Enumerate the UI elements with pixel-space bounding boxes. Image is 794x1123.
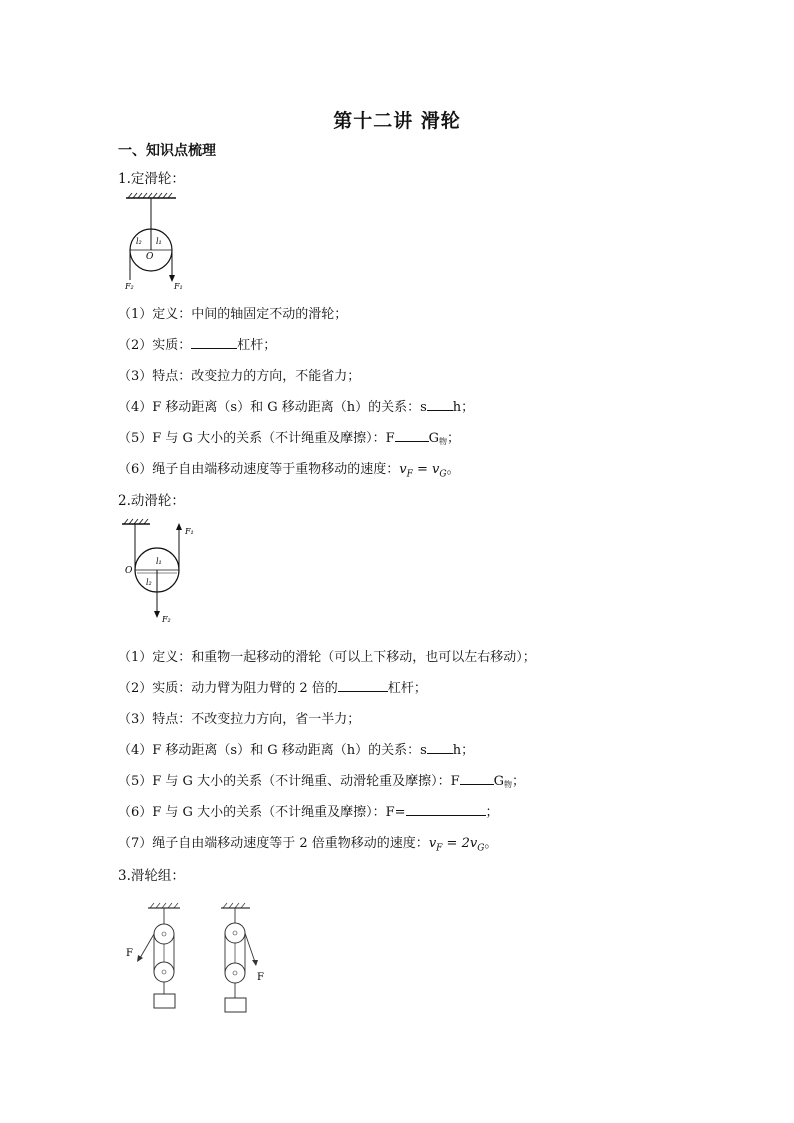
label-f1: F₁ xyxy=(174,282,183,291)
heading-pulley-block: 3.滑轮组： xyxy=(118,868,185,884)
label-f-right: F xyxy=(257,972,264,983)
heading-movable-pulley: 2.动滑轮： xyxy=(118,493,185,509)
movable-line-3: （3）特点：不改变拉力方向，省一半力； xyxy=(118,712,361,727)
section-heading-knowledge: 一、知识点梳理 xyxy=(118,143,216,159)
movable-line-7: （7）绳子自由端移动速度等于 2 倍重物移动的速度：$v_F = 2v_G$。 xyxy=(118,836,498,854)
blank xyxy=(191,336,237,349)
label-f2: F₂ xyxy=(125,282,134,291)
movable-line-6: （6）F 与 G 大小的关系（不计绳重及摩擦）：F= ； xyxy=(118,805,499,820)
fixed-line-1: （1）定义：中间的轴固定不动的滑轮； xyxy=(118,307,348,322)
fixed-pulley-diagram xyxy=(120,192,190,292)
label-o: O xyxy=(146,252,154,262)
blank xyxy=(460,772,494,785)
pulley-block-diagrams xyxy=(118,900,288,1020)
label-f1: F₁ xyxy=(185,527,194,536)
blank xyxy=(427,398,453,411)
fixed-line-4: （4）F 移动距离（s）和 G 移动距离（h）的关系：s h； xyxy=(118,400,475,415)
fixed-line-6: （6）绳子自由端移动速度等于重物移动的速度：$v_F = v_G$。 xyxy=(118,462,460,480)
movable-pulley-diagram xyxy=(120,518,200,628)
heading-fixed-pulley: 1.定滑轮： xyxy=(118,171,185,187)
blank xyxy=(406,803,486,816)
label-o: O xyxy=(125,566,133,576)
label-l2: l₂ xyxy=(146,578,152,587)
formula: $v_F = v_G$ xyxy=(399,462,447,480)
movable-line-5: （5）F 与 G 大小的关系（不计绳重、动滑轮重及摩擦）：F $G_物$； xyxy=(118,774,525,789)
blank xyxy=(338,679,388,692)
label-l1: l₁ xyxy=(156,237,162,246)
page-title: 第十二讲 滑轮 xyxy=(333,110,461,132)
movable-line-1: （1）定义：和重物一起移动的滑轮（可以上下移动，也可以左右移动）； xyxy=(118,650,536,665)
label-f-left: F xyxy=(126,948,133,959)
label-l1: l₁ xyxy=(156,557,162,566)
pulley-block-right xyxy=(221,903,264,1012)
formula: $v_F = 2v_G$ xyxy=(428,836,485,854)
pulley-block-left xyxy=(126,903,180,1008)
blank xyxy=(427,741,453,754)
fixed-line-5: （5）F 与 G 大小的关系（不计绳重及摩擦）：F $G_物$； xyxy=(118,431,460,446)
fixed-line-3: （3）特点：改变拉力的方向，不能省力； xyxy=(118,369,361,384)
blank xyxy=(395,429,429,442)
fixed-line-2: （2）实质： 杠杆； xyxy=(118,338,277,353)
label-l2: l₂ xyxy=(136,237,142,246)
label-f2: F₂ xyxy=(162,615,171,624)
movable-line-4: （4）F 移动距离（s）和 G 移动距离（h）的关系：s h； xyxy=(118,743,475,758)
movable-line-2: （2）实质：动力臂为阻力臂的 2 倍的 杠杆； xyxy=(118,681,427,696)
